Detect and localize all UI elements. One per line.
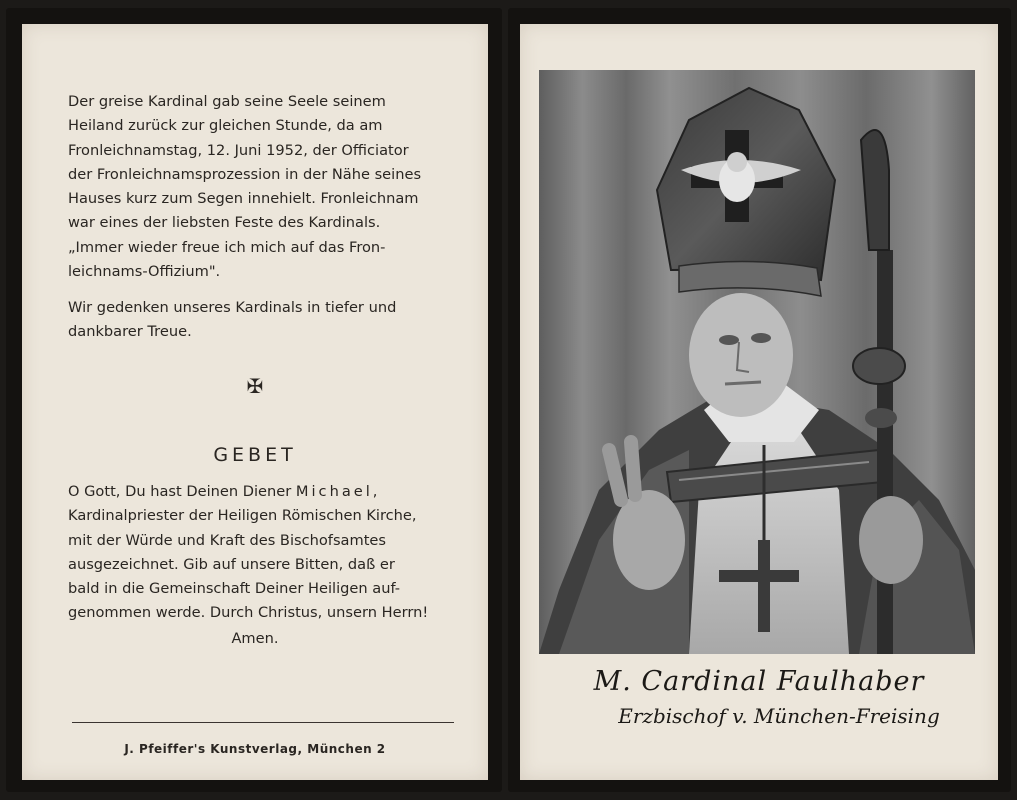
prayer-line: bald in die Gemeinschaft Deiner Heiligen auf- xyxy=(68,580,401,598)
prayer-line: Kardinalpriester der Heiligen Römischen Kirche, xyxy=(68,507,417,525)
portrait-illustration xyxy=(539,70,975,654)
text-line: Heiland zurück zur gleichen Stunde, da am xyxy=(68,117,383,135)
memorial-paragraph xyxy=(68,90,466,284)
prayer-text xyxy=(68,480,466,626)
prayer-title: GEBET xyxy=(213,444,297,466)
prayer-line-prefix: O Gott, Du hast Deinen Diener xyxy=(68,483,296,500)
prayer-name: Michael, xyxy=(295,483,381,500)
right-page xyxy=(520,24,998,780)
left-card xyxy=(6,8,502,792)
text-line: Wir gedenken unseres Kardinals in tiefer und xyxy=(68,299,397,316)
divider xyxy=(72,722,454,723)
cardinal-portrait-photo xyxy=(539,70,975,654)
right-card xyxy=(508,8,1011,792)
prayer-line xyxy=(68,480,466,504)
publisher-imprint: J. Pfeiffer's Kunstverlag, München 2 xyxy=(124,742,386,756)
text-line: der Fronleichnamsprozession in der Nähe seines xyxy=(68,165,422,183)
left-page xyxy=(22,24,488,780)
text-line: Hauses kurz zum Segen innehielt. Fronleichnam xyxy=(68,190,419,208)
signature-title: Erzbischof v. München-Freising xyxy=(618,704,940,728)
prayer-line: genommen werde. Durch Christus, unsern Herrn! xyxy=(68,604,429,622)
prayer-line: mit der Würde und Kraft des Bischofsamtes xyxy=(68,531,387,549)
signature-name: M. Cardinal Faulhaber xyxy=(593,666,925,697)
prayer-line: ausgezeichnet. Gib auf unsere Bitten, daß er xyxy=(68,555,395,573)
remembrance-paragraph xyxy=(68,296,466,345)
text-line: war eines der liebsten Feste des Kardinals. xyxy=(68,214,381,232)
amen-text: Amen. xyxy=(231,630,279,647)
cross-icon: ✠ xyxy=(246,374,264,398)
text-line: leichnams-Offizium". xyxy=(68,263,221,281)
text-line: „Immer wieder freue ich mich auf das Fron- xyxy=(68,238,386,256)
text-line: Fronleichnamstag, 12. Juni 1952, der Officiator xyxy=(68,141,409,159)
text-line: dankbarer Treue. xyxy=(68,323,192,341)
text-line: Der greise Kardinal gab seine Seele seinem xyxy=(68,93,386,110)
